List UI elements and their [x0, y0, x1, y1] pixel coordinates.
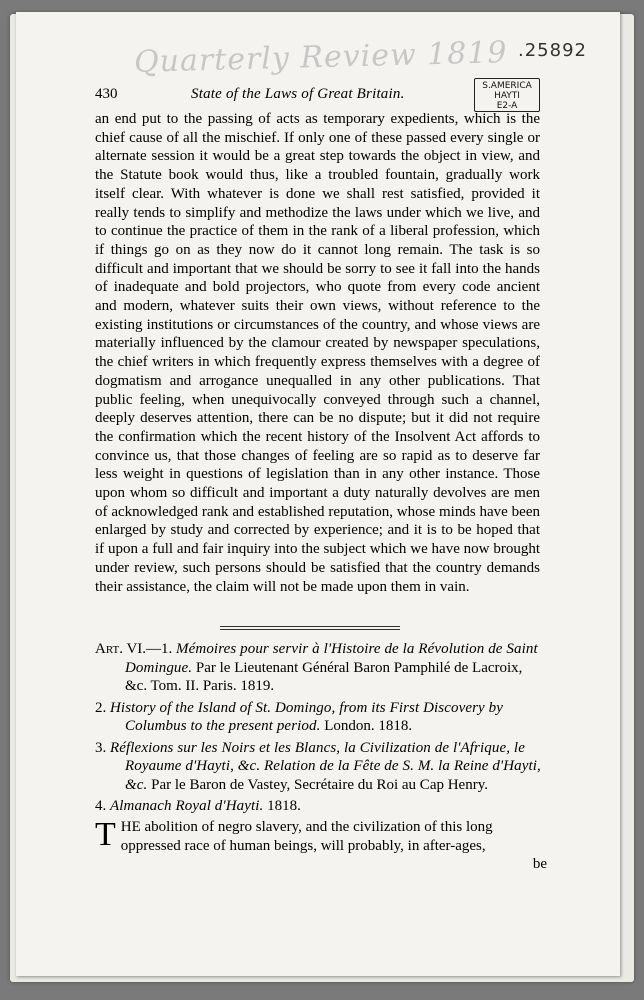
- reference-details: London. 1818.: [324, 718, 413, 734]
- reference-details: Par le Baron de Vastey, Secrétaire du Roi au Cap Henry.: [151, 776, 488, 793]
- section-divider: [220, 629, 400, 630]
- reference-item: [95, 797, 545, 816]
- article-label: Art. VI.—: [95, 641, 162, 657]
- catchword: be: [532, 856, 547, 872]
- reference-item: [95, 739, 545, 795]
- reference-item: [95, 640, 545, 696]
- article-opening: [95, 818, 547, 874]
- reference-details: Par le Lieutenant Général Baron Pamphilé de Lacroix, &c. Tom. II. Paris. 1819.: [125, 659, 523, 694]
- reference-number: 1.: [161, 641, 173, 657]
- article-references: [95, 640, 545, 819]
- reference-number: 2.: [95, 699, 107, 716]
- stamp-line: S.AMERICA: [482, 81, 532, 91]
- catalog-number: .25892: [518, 40, 587, 61]
- body-paragraph: an end put to the passing of acts as temporary expedients, which is the chief cause of all the mischief. If only one of these passed every single or alternate session it would be a great step towards the object in view, and the Statute book would thus, like a troubled fountain, gradually work itself clear. With whatever is done we shall rest satisfied, provided it really tends to simplify and methodize the laws under which we live, and to continue the practice of them in the rank of a liberal profession, which if things go on as they now do it cannot long remain. The task is so difficult and important that we should be sorry to see it fall into the hands of inadequate and bold projectors, who quote from every code ancient and modern, whatever suits their own views, without reference to the existing institutions or circumstances of the country, and whose views are materially influenced by the clamour created by newspaper speculations, the chief writers in which frequently express themselves with a degree of dogmatism and arrogance unequalled in any other publications. That public feeling, when unequivocally conveyed through such a channel, deeply deserves attention, there can be no dispute; but it did not require the confirmation which the recent history of the Insolvent Act affords to convince us, that those changes of feeling are so rapid as to deserve far less weight in questions of legislation than in any other instance. Those upon whom so difficult and important a duty naturally devolves are men of acknowledged rank and established reputation, whose minds have been enlarged by study and corrected by experience; and it is to be hoped that if upon a full and fair inquiry into the subject which we have now brought under review, such persons should be satisfied that the country demands their assistance, the claim will not be made upon them in vain.: [95, 111, 540, 595]
- reference-number: 3.: [95, 739, 107, 756]
- reference-title: History of the Island of St. Domingo, from its First Discovery by Columbus to the present period.: [110, 699, 503, 734]
- section-divider: [220, 626, 400, 627]
- reference-title: Réflexions sur les Noirs et les Blancs, la Civilization de l'Afrique, le Royaume d'Hayti, &c. Relation de la Fête de S. M. la Reine d'Hayti, &c.: [110, 739, 541, 793]
- reference-details: 1818.: [267, 798, 301, 814]
- drop-cap: T: [95, 816, 117, 853]
- body-text: [95, 110, 540, 596]
- stamp-line: E2-A: [496, 101, 518, 111]
- stamp-line: HAYTI: [494, 91, 520, 101]
- page-number: 430: [95, 86, 118, 102]
- reference-title: Almanach Royal d'Hayti.: [110, 798, 264, 814]
- opening-text: HE abolition of negro slavery, and the civilization of this long oppressed race of human beings, will probably, in after-ages,: [120, 819, 493, 854]
- pencil-annotation: Quarterly Review 1819: [133, 35, 508, 80]
- running-title: State of the Laws of Great Britain.: [191, 86, 405, 102]
- reference-number: 4.: [95, 798, 107, 814]
- reference-item: [95, 699, 545, 736]
- subject-stamp: [474, 78, 540, 112]
- reference-title: Mémoires pour servir à l'Histoire de la Révolution de Saint Domingue.: [125, 641, 538, 676]
